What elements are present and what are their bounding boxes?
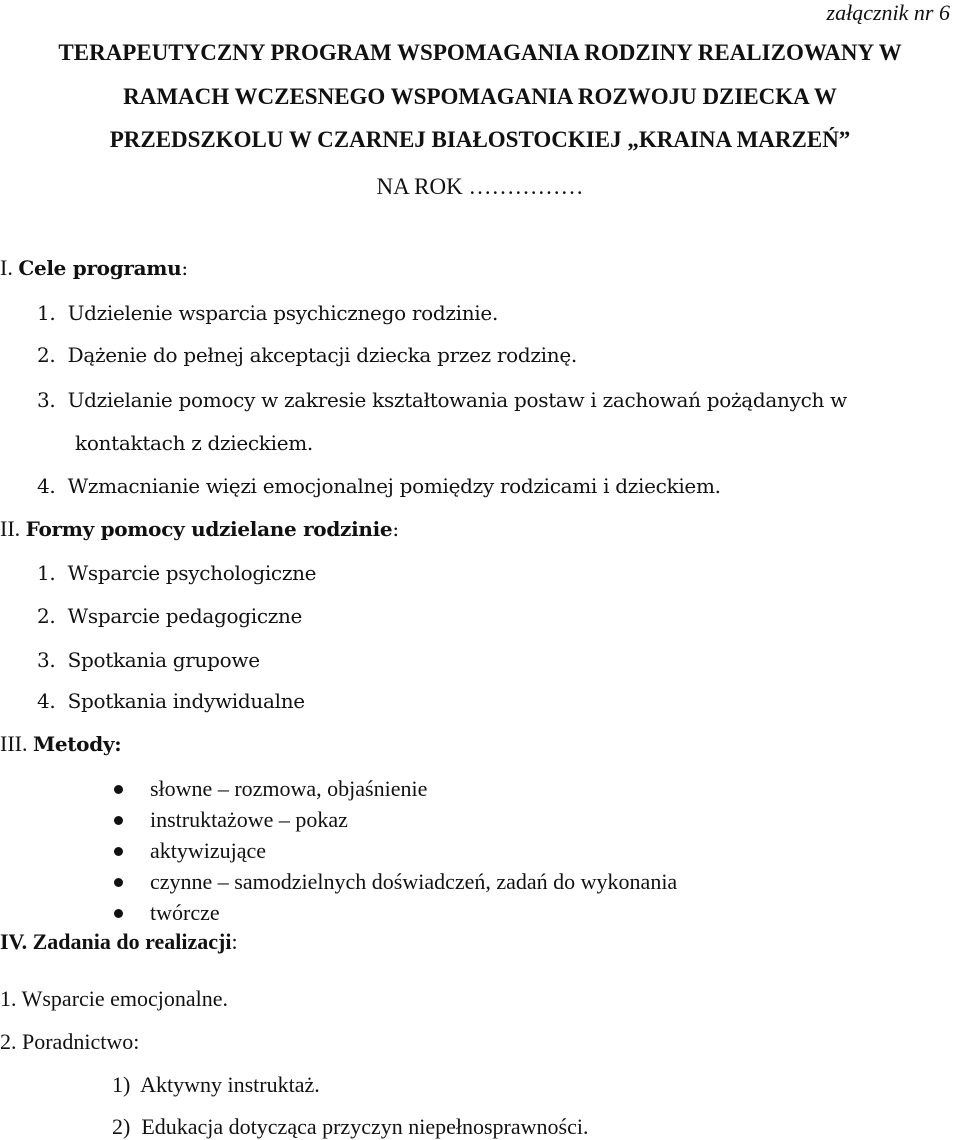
subtask-item-1 (112, 1072, 320, 1098)
form-item-2 (37, 603, 302, 629)
title-line-3: PRZEDSZKOLU W CZARNEJ BIAŁOSTOCKIEJ „KRAINA MARZEŃ” (109, 127, 851, 152)
subtask-number: 1) (112, 1072, 131, 1097)
section-2-heading (0, 516, 399, 542)
form-item-1 (37, 560, 316, 586)
goal-text: Udzielenie wsparcia psychicznego rodzinie. (67, 301, 498, 325)
bullet-dot (114, 847, 123, 856)
goal-item-3-continuation: kontaktach z dzieckiem. (75, 431, 313, 455)
section-4-number: IV. (0, 929, 28, 954)
section-3-number: III. (0, 731, 28, 756)
goal-text: Wzmacnianie więzi emocjonalnej pomiędzy rodzicami i dzieckiem. (67, 474, 721, 498)
form-item-4 (37, 688, 305, 714)
annex-label: załącznik nr 6 (826, 0, 950, 25)
subtask-number: 2) (112, 1114, 131, 1139)
form-text: Wsparcie psychologiczne (67, 561, 317, 585)
section-1-heading (0, 255, 188, 281)
section-3-heading (0, 731, 121, 757)
form-number: 2. (37, 604, 56, 628)
form-item-3 (37, 647, 260, 673)
goal-item-3 (37, 387, 847, 413)
section-4-title: Zadania do realizacji (32, 929, 232, 954)
subtask-text: Edukacja dotycząca przyczyn niepełnosprawności. (141, 1114, 589, 1139)
form-number: 1. (37, 561, 56, 585)
section-2-title: Formy pomocy udzielane rodzinie (25, 517, 393, 541)
goal-number: 1. (37, 301, 56, 325)
form-text: Wsparcie pedagogiczne (67, 604, 303, 628)
method-item-3: aktywizujące (150, 838, 267, 863)
bullet-dot (114, 878, 123, 887)
method-item-5: twórcze (150, 900, 220, 925)
section-1-number: I. (0, 255, 13, 280)
bullet-dot (114, 909, 123, 918)
title-line-1: TERAPEUTYCZNY PROGRAM WSPOMAGANIA RODZINY REALIZOWANY W (58, 40, 902, 65)
bullet-dot (114, 785, 123, 794)
title-line-2: RAMACH WCZESNEGO WSPOMAGANIA ROZWOJU DZIECKA W (123, 84, 837, 109)
form-text: Spotkania indywidualne (67, 689, 305, 713)
task-item-2: 2. Poradnictwo: (0, 1029, 140, 1054)
goal-item-1 (37, 300, 498, 326)
subtask-text: Aktywny instruktaż. (140, 1072, 320, 1097)
form-text: Spotkania grupowe (67, 648, 260, 672)
section-4-heading (0, 929, 238, 955)
form-number: 3. (37, 648, 56, 672)
form-number: 4. (37, 689, 56, 713)
section-4-colon: : (231, 929, 238, 954)
method-item-2: instruktażowe – pokaz (150, 807, 348, 832)
section-1-colon: : (181, 256, 188, 280)
goal-item-4 (37, 473, 721, 499)
section-3-title: Metody: (32, 732, 122, 756)
method-item-1: słowne – rozmowa, objaśnienie (150, 776, 428, 801)
title-line-4: NA ROK …………… (376, 174, 584, 199)
goal-number: 4. (37, 474, 56, 498)
section-2-colon: : (392, 517, 399, 541)
section-1-title: Cele programu (18, 256, 182, 280)
goal-text: Dążenie do pełnej akceptacji dziecka przez rodzinę. (67, 343, 577, 367)
task-item-1: 1. Wsparcie emocjonalne. (0, 986, 229, 1011)
goal-number: 3. (37, 388, 56, 412)
subtask-item-2 (112, 1114, 588, 1140)
section-2-number: II. (0, 516, 21, 541)
method-item-4: czynne – samodzielnych doświadczeń, zadań do wykonania (150, 869, 678, 894)
bullet-dot (114, 816, 123, 825)
goal-number: 2. (37, 343, 56, 367)
goal-item-2 (37, 342, 577, 368)
goal-text: Udzielanie pomocy w zakresie kształtowania postaw i zachowań pożądanych w (67, 388, 847, 412)
